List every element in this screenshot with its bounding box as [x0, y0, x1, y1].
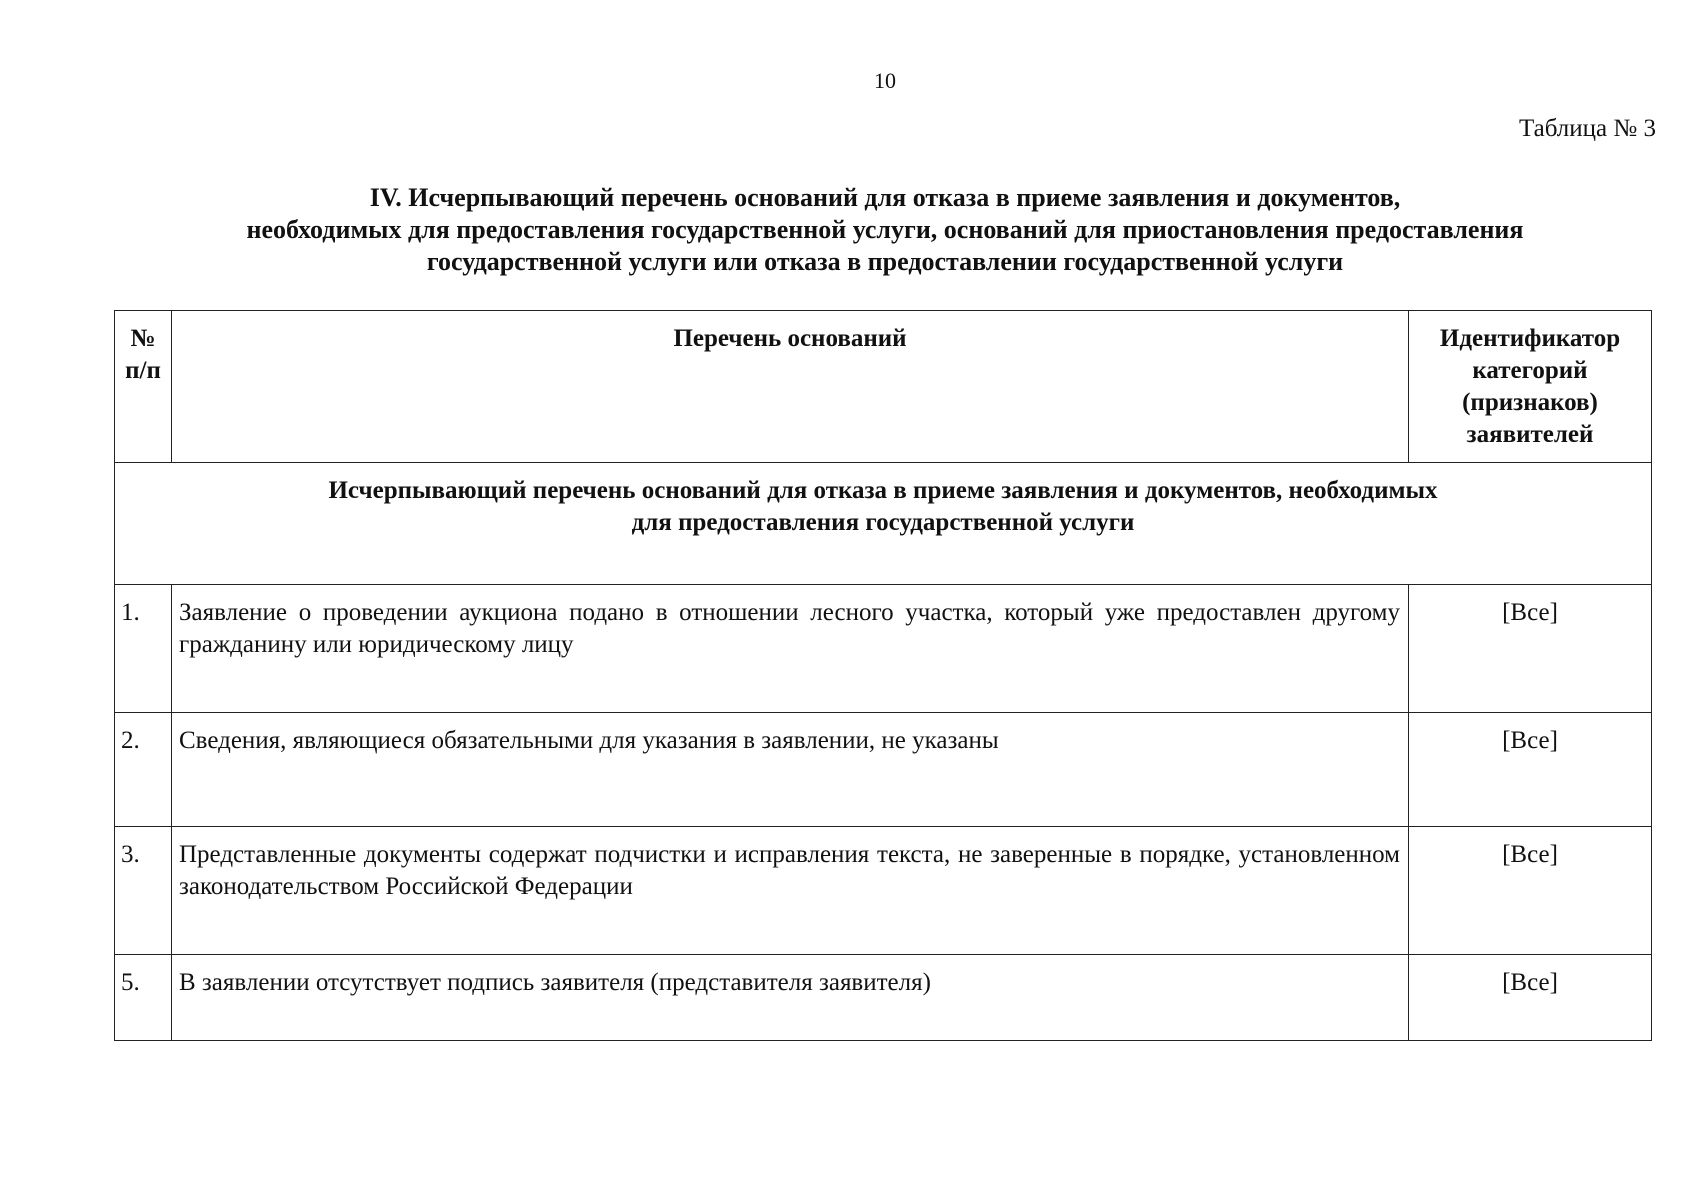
header-identifier-line: Идентификатор	[1439, 325, 1621, 352]
row-identifier: [Все]	[1409, 955, 1652, 1041]
section-heading-line: Исчерпывающий перечень оснований для отказа в приеме заявления и документов, необходимых	[328, 477, 1438, 504]
table-row	[115, 585, 1652, 713]
page-number: 10	[874, 68, 896, 93]
row-identifier: [Все]	[1409, 713, 1652, 827]
row-ground-text: Заявление о проведении аукциона подано в отношении лесного участка, который уже предоставлен другому гражданину или юридическому лицу	[172, 585, 1409, 713]
section-title-line: необходимых для предоставления государственной услуги, оснований для приостановления предоставления	[246, 215, 1524, 244]
section-heading	[115, 463, 1652, 585]
table-row	[115, 713, 1652, 827]
table-row	[115, 827, 1652, 955]
header-identifier-line: (признаков)	[1462, 389, 1598, 416]
header-number	[115, 311, 172, 463]
row-ground-text: В заявлении отсутствует подпись заявителя (представителя заявителя)	[172, 955, 1409, 1041]
table-row	[115, 955, 1652, 1041]
row-ground-text: Представленные документы содержат подчистки и исправления текста, не заверенные в порядке, установленном законодательством Российской Федерации	[172, 827, 1409, 955]
header-identifier-line: категорий	[1472, 357, 1588, 384]
row-number: 5.	[115, 955, 172, 1041]
row-identifier: [Все]	[1409, 585, 1652, 713]
header-identifier-line: заявителей	[1466, 421, 1594, 448]
table-caption: Таблица № 3	[1518, 115, 1656, 142]
section-title	[120, 182, 1650, 278]
header-number-line: п/п	[125, 357, 161, 384]
row-ground-text: Сведения, являющиеся обязательными для указания в заявлении, не указаны	[172, 713, 1409, 827]
section-title-line: государственной услуги или отказа в предоставлении государственной услуги	[426, 247, 1344, 276]
table-section-row	[115, 463, 1652, 585]
row-number: 1.	[115, 585, 172, 713]
grounds-table	[114, 310, 1652, 1041]
header-identifier	[1409, 311, 1652, 463]
row-number: 2.	[115, 713, 172, 827]
row-identifier: [Все]	[1409, 827, 1652, 955]
row-number: 3.	[115, 827, 172, 955]
table-header-row	[115, 311, 1652, 463]
header-grounds: Перечень оснований	[172, 311, 1409, 463]
header-number-line: №	[130, 325, 156, 352]
section-heading-line: для предоставления государственной услуги	[631, 509, 1135, 536]
section-title-line: IV. Исчерпывающий перечень оснований для отказа в приеме заявления и документов,	[369, 183, 1401, 212]
